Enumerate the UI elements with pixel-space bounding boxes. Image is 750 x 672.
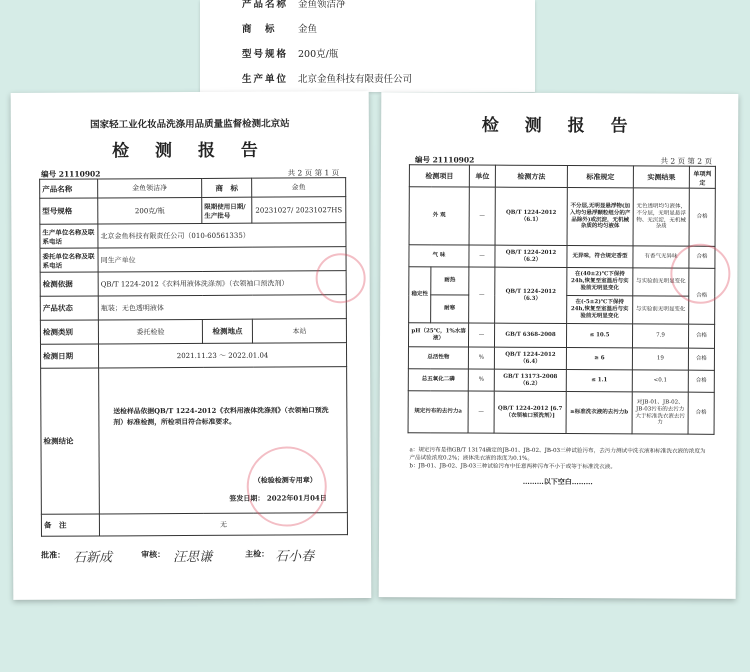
type-value: 委托检验 (98, 319, 202, 344)
footnote-b: b：JB-01、JB-02、JB-03三种试验污布中任意两种污布不小于或等于标准洗衣液。 (409, 463, 616, 471)
validity-value: 20231027/ 20231027HS (252, 197, 346, 223)
end-blank-note: ………以下空白……… (522, 476, 593, 487)
approve-signature: 石新成 (73, 550, 113, 566)
date-value: 2021.11.23 ～ 2022.01.04 (98, 343, 346, 368)
main-inspector-label: 主检： (245, 548, 270, 559)
approve-label: 批准： (41, 549, 66, 560)
producer-label: 生产单位名称及联系电话 (40, 224, 98, 248)
top-row-brand: 商 标 金鱼 (242, 24, 318, 35)
state-value: 瓶装；无色透明液体 (98, 295, 346, 320)
state-label: 产品状态 (40, 296, 98, 320)
table-row: pH（25℃，1%水溶液） — GB/T 6368-2008 ≤ 10.5 7.9 合格 (408, 323, 714, 349)
table-row: 气 味 — QB/T 1224-2012（6.2） 无异味，符合规定香型 有香气无异味 合格 (409, 245, 715, 269)
red-seal-stamp (247, 446, 327, 526)
report-number: 编号 21110902 (414, 155, 475, 165)
review-signature: 汪思谦 (173, 549, 213, 566)
report-number: 编号 21110902 (41, 169, 101, 179)
report-page-2 (379, 92, 739, 599)
product-name-value: 金鱼领洁净 (98, 178, 202, 198)
red-seal-stamp (316, 253, 366, 303)
table-row: 外 观 — QB/T 1224-2012（6.1） 不分层,无明显悬浮物(加入均匀悬浮颗粒组分的产品除外)或沉淀，无机械杂质的均匀液体 无色透明均匀液体，不分层，无明显悬浮物、无沉淀，无机械杂质 合格 (409, 187, 715, 247)
basis-label: 检测依据 (40, 272, 98, 296)
brand-label: 商 标 (202, 178, 252, 197)
top-product-card (200, 0, 535, 92)
brand-value: 金鱼 (252, 178, 346, 197)
validity-label: 限期使用日期/生产批号 (202, 197, 252, 223)
table-row: 稳定性 耐热 — QB/T 1224-2012（6.3） 在(40±2)℃下保持24h,恢复至室温后与实验前无明显变化 与实验前无明显变化 合格 (409, 267, 715, 297)
place-label: 检测地点 (202, 319, 252, 343)
results-table (408, 164, 716, 435)
type-label: 检测类别 (40, 320, 98, 344)
top-row-name: 产品名称 金鱼领洁净 (242, 0, 346, 10)
header-unit: 单位 (469, 165, 495, 187)
header-result: 实测结果 (633, 166, 689, 188)
top-row-spec: 型号规格 200克/瓶 (242, 49, 339, 60)
stability-label: 稳定性 (409, 267, 431, 323)
header-item: 检测项目 (409, 165, 469, 187)
review-label: 审核： (141, 549, 166, 560)
product-name-label: 产品名称 (40, 179, 98, 198)
table-row: 耐寒 在(-5±2)℃下保持24h,恢复至室温后与实验前无明显变化 与实验前无明显变化 (409, 295, 715, 325)
header-verdict: 单项判定 (689, 166, 715, 188)
header-method: 检测方法 (495, 165, 567, 187)
place-value: 本站 (252, 319, 346, 343)
header-standard: 标准规定 (567, 166, 633, 188)
footnote-a: a：规定污布是指GB/T 13174确定的JB-01、JB-02、JB-03三种试验污布，去污力测试中洗衣液和标准洗衣液的浓度为产品试验浓度0.2%；液体洗衣液的浓度为0.1%。 (409, 447, 706, 462)
client-label: 委托单位名称及联系电话 (40, 248, 98, 272)
institute-name: 国家轻工业化妆品洗涤用品质量监督检测北京站 (90, 118, 290, 131)
report-page-1 (11, 91, 372, 600)
spec-value: 200克/瓶 (98, 197, 202, 224)
page-count: 共 2 页 第 2 页 (660, 156, 712, 166)
producer-value: 北京金鱼科技有限责任公司（010-60561335） (98, 223, 346, 248)
spec-label: 型号规格 (40, 198, 98, 224)
conclusion-text: 送检样品依据QB/T 1224-2012《衣料用液体洗涤剂》（衣领袖口预洗剂）标准检测，所检项目符合标准要求。 (113, 406, 329, 427)
table-row: 规定污布的去污力a — QB/T 1224-2012 [6.7（衣领袖口预洗剂）] ≥标准洗衣液的去污力b 对JB-01、JB-02、JB-03污布的去污力大于标准洗衣液去污力 合格 (408, 391, 714, 435)
remark-value: 无 (99, 513, 347, 536)
basis-value: QB/T 1224-2012《衣料用液体洗涤剂》（衣领袖口预洗剂） (98, 271, 346, 296)
issue-date: 签发日期： 2022年01月04日 (229, 493, 327, 503)
remark-label: 备 注 (41, 514, 99, 536)
red-seal-stamp (670, 244, 730, 304)
page-count: 共 2 页 第 1 页 (287, 168, 340, 178)
report-title: 检 测 报 告 (112, 140, 268, 162)
top-row-producer: 生产单位 北京金鱼科技有限责任公司 (242, 74, 413, 85)
main-inspector-signature: 石小春 (275, 549, 315, 565)
table-row: 总活性物 % QB/T 1224-2012（6.4） ≥ 6 19 合格 (408, 347, 714, 371)
date-label: 检测日期 (40, 344, 98, 368)
conclusion-label: 检测结论 (41, 368, 100, 514)
client-value: 同生产单位 (98, 247, 346, 272)
seal-text: （检验检测专用章） (253, 475, 317, 485)
report-title: 检 测 报 告 (481, 115, 638, 137)
table-row: 总五氧化二磷 % GB/T 13173-2008（6.2） ≤ 1.1 <0.1 合格 (408, 369, 714, 393)
